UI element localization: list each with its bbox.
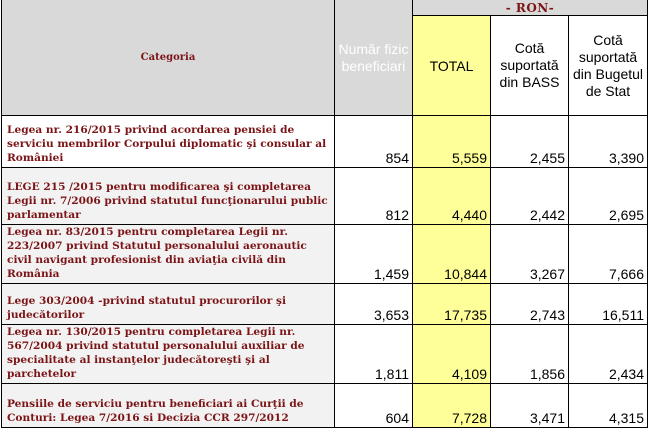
row-label: Legea nr. 130/2015 pentru completarea Legii nr. 567/2004 privind statutul personalului auxiliar de specialitate al instanţelor judecătoreşti şi al parchetelor — [2, 325, 335, 384]
total-cell: 7,728 — [413, 384, 491, 428]
total-cell: 5,559 — [413, 116, 491, 168]
beneficiaries-cell: 1,811 — [335, 325, 413, 384]
header-unit: - RON- — [413, 0, 648, 16]
header-total: TOTAL — [413, 16, 491, 116]
total-cell: 4,440 — [413, 168, 491, 225]
state-cell: 2,695 — [569, 168, 648, 225]
table-row — [2, 284, 648, 325]
state-cell: 7,666 — [569, 225, 648, 284]
table-row — [2, 116, 648, 168]
bass-cell: 2,455 — [491, 116, 569, 168]
beneficiaries-cell: 854 — [335, 116, 413, 168]
total-cell: 10,844 — [413, 225, 491, 284]
bass-cell: 3,267 — [491, 225, 569, 284]
row-label: Lege 303/2004 -privind statutul procurorilor şi judecătorilor — [2, 284, 335, 325]
bass-cell: 2,442 — [491, 168, 569, 225]
header-state-budget-share: Cotă suportată din Bugetul de Stat — [569, 16, 648, 116]
header-bass-share: Cotă suportată din BASS — [491, 16, 569, 116]
table-row — [2, 384, 648, 428]
beneficiaries-cell: 3,653 — [335, 284, 413, 325]
row-label: Pensiile de serviciu pentru beneficiari ai Curţii de Conturi: Legea 7/2016 si Decizia CCR 297/2012 — [2, 384, 335, 428]
beneficiaries-cell: 604 — [335, 384, 413, 428]
table-row — [2, 325, 648, 384]
table-row — [2, 225, 648, 284]
table-row — [2, 168, 648, 225]
pension-table — [1, 0, 648, 428]
row-label: Legea nr. 216/2015 privind acordarea pensiei de serviciu membrilor Corpului diplomatic şi consular al României — [2, 116, 335, 168]
beneficiaries-cell: 812 — [335, 168, 413, 225]
bass-cell: 1,856 — [491, 325, 569, 384]
header-beneficiaries: Număr fizic beneficiari — [335, 0, 413, 116]
state-cell: 3,390 — [569, 116, 648, 168]
header-category: Categoria — [2, 0, 335, 116]
row-label: Legea nr. 83/2015 pentru completarea Legii nr. 223/2007 privind Statutul personalului aeronautic civil navigant profesionist din aviaţia civilă din România — [2, 225, 335, 284]
beneficiaries-cell: 1,459 — [335, 225, 413, 284]
state-cell: 2,434 — [569, 325, 648, 384]
state-cell: 4,315 — [569, 384, 648, 428]
total-cell: 4,109 — [413, 325, 491, 384]
bass-cell: 2,743 — [491, 284, 569, 325]
row-label: LEGE 215 /2015 pentru modificarea şi completarea Legii nr. 7/2006 privind statutul funcţionarului public parlamentar — [2, 168, 335, 225]
total-cell: 17,735 — [413, 284, 491, 325]
bass-cell: 3,471 — [491, 384, 569, 428]
state-cell: 16,511 — [569, 284, 648, 325]
